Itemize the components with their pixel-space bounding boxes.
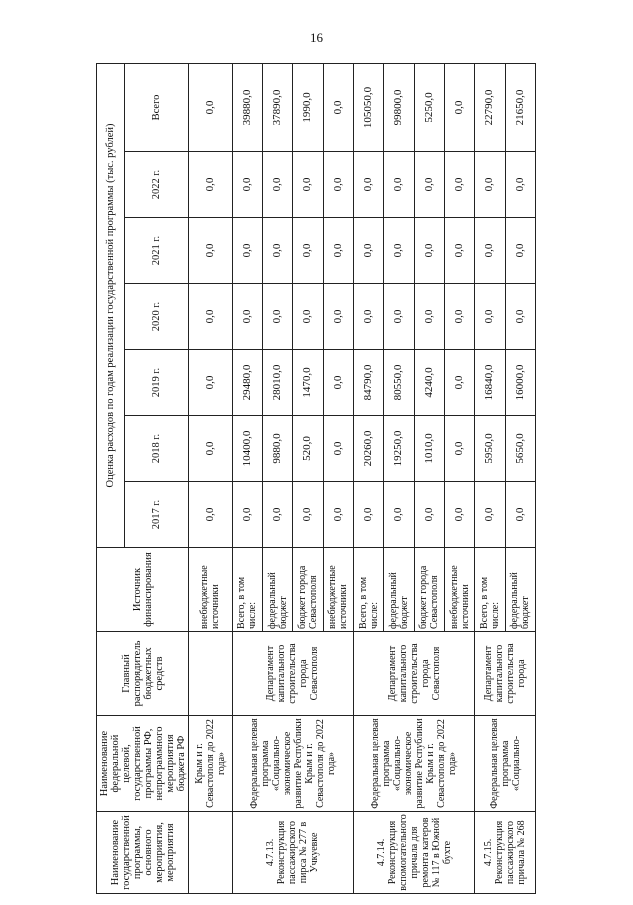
value-cell: 19250,0 <box>384 416 414 482</box>
header-year: 2017 г. <box>125 482 189 548</box>
value-cell: 0,0 <box>444 482 474 548</box>
value-cell: 21650,0 <box>505 63 535 151</box>
value-cell: 0,0 <box>353 152 383 218</box>
value-cell: 0,0 <box>444 350 474 416</box>
header-col1: Наименование государственной программы, основного мероприятия, мероприятия <box>97 812 189 894</box>
value-cell: 0,0 <box>384 482 414 548</box>
value-cell: 0,0 <box>444 218 474 284</box>
value-cell: 22790,0 <box>475 63 505 151</box>
value-cell: 16840,0 <box>475 350 505 416</box>
header-col3: Главный распорядитель бюджетных средств <box>97 632 189 716</box>
value-cell: 0,0 <box>414 482 444 548</box>
source-cell: бюджет города Севастополя <box>293 548 323 632</box>
value-cell: 0,0 <box>414 284 444 350</box>
value-cell: 0,0 <box>323 218 353 284</box>
value-cell: 0,0 <box>444 416 474 482</box>
value-cell: 0,0 <box>189 152 233 218</box>
expenditure-table <box>96 63 536 894</box>
value-cell: 20260,0 <box>353 416 383 482</box>
value-cell: 0,0 <box>232 284 262 350</box>
source-cell: внебюджетные источники <box>189 548 233 632</box>
source-cell: внебюджетные источники <box>444 548 474 632</box>
value-cell: 0,0 <box>353 284 383 350</box>
value-cell: 0,0 <box>232 152 262 218</box>
value-cell: 0,0 <box>444 284 474 350</box>
value-cell: 0,0 <box>505 152 535 218</box>
item-cell: 4.7.13. Реконструкция пассажирского пирса № 277 в Учкуевке <box>232 812 353 894</box>
item-cell: 4.7.15. Реконструкция пассажирского причала № 268 <box>475 812 536 894</box>
value-cell: 0,0 <box>384 152 414 218</box>
page-number: 16 <box>310 30 323 45</box>
value-cell: 0,0 <box>505 482 535 548</box>
value-cell: 29480,0 <box>232 350 262 416</box>
value-cell: 0,0 <box>414 152 444 218</box>
value-cell: 37890,0 <box>263 63 293 151</box>
value-cell: 0,0 <box>323 350 353 416</box>
value-cell: 0,0 <box>475 218 505 284</box>
value-cell: 0,0 <box>293 218 323 284</box>
value-cell: 1010,0 <box>414 416 444 482</box>
value-cell: 39880,0 <box>232 63 262 151</box>
value-cell: 0,0 <box>263 152 293 218</box>
value-cell: 0,0 <box>232 482 262 548</box>
header-year: 2020 г. <box>125 284 189 350</box>
value-cell: 0,0 <box>189 284 233 350</box>
value-cell: 0,0 <box>293 482 323 548</box>
header-year: 2022 г. <box>125 152 189 218</box>
value-cell: 4240,0 <box>414 350 444 416</box>
source-cell: федеральный бюджет <box>505 548 535 632</box>
value-cell: 28010,0 <box>263 350 293 416</box>
value-cell: 0,0 <box>293 152 323 218</box>
value-cell: 0,0 <box>323 416 353 482</box>
value-cell: 5950,0 <box>475 416 505 482</box>
value-cell: 0,0 <box>189 416 233 482</box>
value-cell: 0,0 <box>263 218 293 284</box>
source-cell: федеральный бюджет <box>384 548 414 632</box>
source-cell: федеральный бюджет <box>263 548 293 632</box>
rotated-table-wrapper <box>96 64 536 894</box>
value-cell: 0,0 <box>505 218 535 284</box>
value-cell: 0,0 <box>323 152 353 218</box>
program-cell: Федеральная целевая программа «Социально-экономическое развитие Республики Крым и г. Севастополя до 2022 года» <box>232 716 353 812</box>
value-cell: 1470,0 <box>293 350 323 416</box>
value-cell: 0,0 <box>189 218 233 284</box>
value-cell: 16000,0 <box>505 350 535 416</box>
value-cell: 0,0 <box>505 284 535 350</box>
value-cell: 0,0 <box>263 284 293 350</box>
source-cell: Всего, в том числе: <box>232 548 262 632</box>
value-cell: 0,0 <box>323 482 353 548</box>
value-cell: 5250,0 <box>414 63 444 151</box>
value-cell: 105050,0 <box>353 63 383 151</box>
value-cell: 99800,0 <box>384 63 414 151</box>
admin-cell: Департамент капитального строительства города <box>475 632 536 716</box>
program-cell: Федеральная целевая программа «Социально- <box>475 716 536 812</box>
value-cell: 0,0 <box>353 482 383 548</box>
value-cell: 0,0 <box>384 218 414 284</box>
value-cell: 0,0 <box>444 152 474 218</box>
header-year: 2021 г. <box>125 218 189 284</box>
value-cell: 0,0 <box>323 284 353 350</box>
source-cell: Всего, в том числе: <box>353 548 383 632</box>
admin-cell: Департамент капитального строительства города Севастополя <box>353 632 474 716</box>
program-cell: Крым и г. Севастополя до 2022 года» <box>189 716 233 812</box>
value-cell: 0,0 <box>189 350 233 416</box>
value-cell: 0,0 <box>384 284 414 350</box>
value-cell: 0,0 <box>475 152 505 218</box>
header-total: Всего <box>125 63 189 151</box>
source-cell: бюджет города Севастополя <box>414 548 444 632</box>
value-cell: 0,0 <box>444 63 474 151</box>
value-cell: 5650,0 <box>505 416 535 482</box>
value-cell: 80550,0 <box>384 350 414 416</box>
admin-cell: Департамент капитального строительства города Севастополя <box>232 632 353 716</box>
value-cell: 10400,0 <box>232 416 262 482</box>
value-cell: 0,0 <box>189 482 233 548</box>
value-cell: 9880,0 <box>263 416 293 482</box>
item-cell <box>189 812 233 894</box>
value-cell: 0,0 <box>293 284 323 350</box>
value-cell: 84790,0 <box>353 350 383 416</box>
value-cell: 520,0 <box>293 416 323 482</box>
header-year: 2019 г. <box>125 350 189 416</box>
value-cell: 0,0 <box>414 218 444 284</box>
header-year: 2018 г. <box>125 416 189 482</box>
value-cell: 0,0 <box>323 63 353 151</box>
value-cell: 0,0 <box>232 218 262 284</box>
header-col4: Источник финансирования <box>97 548 189 632</box>
header-group: Оценка расходов по годам реализации государственной программы (тыс. рублей) <box>97 63 125 547</box>
value-cell: 1990,0 <box>293 63 323 151</box>
value-cell: 0,0 <box>475 482 505 548</box>
value-cell: 0,0 <box>353 218 383 284</box>
program-cell: Федеральная целевая программа «Социально-экономическое развитие Республики Крым и г. Севастополя до 2022 года» <box>353 716 474 812</box>
source-cell: внебюджетные источники <box>323 548 353 632</box>
source-cell: Всего, в том числе: <box>475 548 505 632</box>
admin-cell <box>189 632 233 716</box>
value-cell: 0,0 <box>475 284 505 350</box>
header-col2: Наименование федеральной целевой, государственной программы РФ, непрограммного мероприятия бюджета РФ <box>97 716 189 812</box>
value-cell: 0,0 <box>263 482 293 548</box>
value-cell: 0,0 <box>189 63 233 151</box>
item-cell: 4.7.14. Реконструкция вспомогательного причала для ремонта катеров № 117 в Южной бухте <box>353 812 474 894</box>
